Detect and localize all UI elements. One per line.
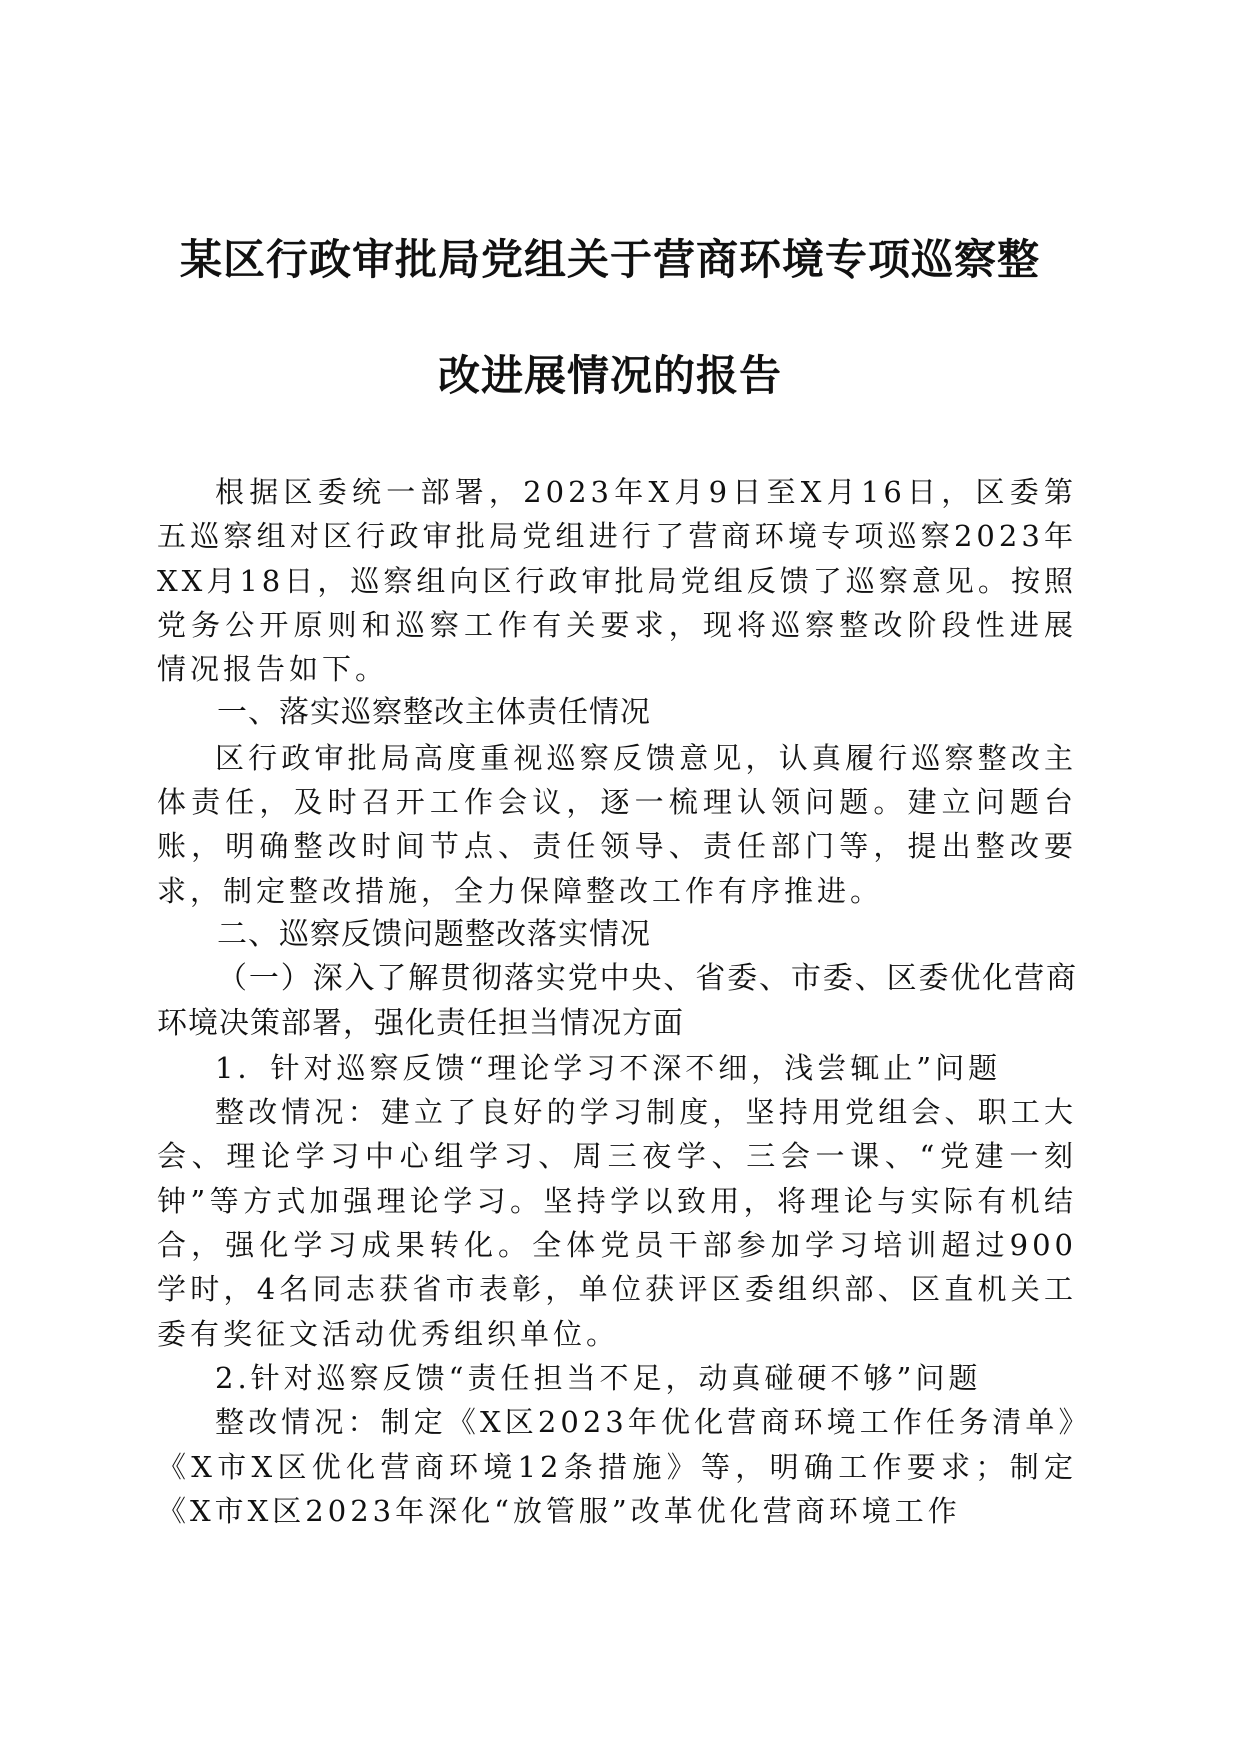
- section-heading-1: 一、落实巡察整改主体责任情况: [217, 695, 651, 731]
- section-1-paragraph: 区行政审批局高度重视巡察反馈意见，认真履行巡察整改主体责任，及时召开工作会议，逐一梳理认领问题。建立问题台账，明确整改时间节点、责任领导、责任部门等，提出整改要求，制定整改措施，全力保障整改工作有序推进。: [157, 740, 1077, 908]
- document-title-line-1: 某区行政审批局党组关于营商环境专项巡察整: [179, 235, 1040, 284]
- document-body: [157, 470, 1077, 1533]
- item-2-heading: 2.针对巡察反馈“责任担当不足，动真碰硬不够”问题: [215, 1360, 982, 1395]
- intro-paragraph: 根据区委统一部署，2023年X月9日至X月16日，区委第五巡察组对区行政审批局党组进行了营商环境专项巡察2023年XX月18日，巡察组向区行政审批局党组反馈了巡察意见。按照党务公开原则和巡察工作有关要求，现将巡察整改阶段性进展情况报告如下。: [157, 475, 1077, 687]
- subsection-heading-1: （一）深入了解贯彻落实党中央、省委、市委、区委优化营商环境决策部署，强化责任担当情况方面: [157, 961, 1077, 1041]
- document-title-line-2: 改进展情况的报告: [437, 351, 782, 400]
- item-1-paragraph: 整改情况：建立了良好的学习制度，坚持用党组会、职工大会、理论学习中心组学习、周三夜学、三会一课、“党建一刻钟”等方式加强理论学习。坚持学以致用，将理论与实际有机结合，强化学习成果转化。全体党员干部参加学习培训超过900学时，4名同志获省市表彰，单位获评区委组织部、区直机关工委有奖征文活动优秀组织单位。: [157, 1095, 1077, 1351]
- section-heading-2: 二、巡察反馈问题整改落实情况: [217, 916, 651, 952]
- item-1-heading: 1．针对巡察反馈“理论学习不深不细，浅尝辄止”问题: [215, 1050, 1002, 1085]
- item-2-paragraph: 整改情况：制定《X区2023年优化营商环境工作任务清单》《X市X区优化营商环境12条措施》等，明确工作要求；制定《X市X区2023年深化“放管服”改革优化营商环境工作: [157, 1405, 1077, 1528]
